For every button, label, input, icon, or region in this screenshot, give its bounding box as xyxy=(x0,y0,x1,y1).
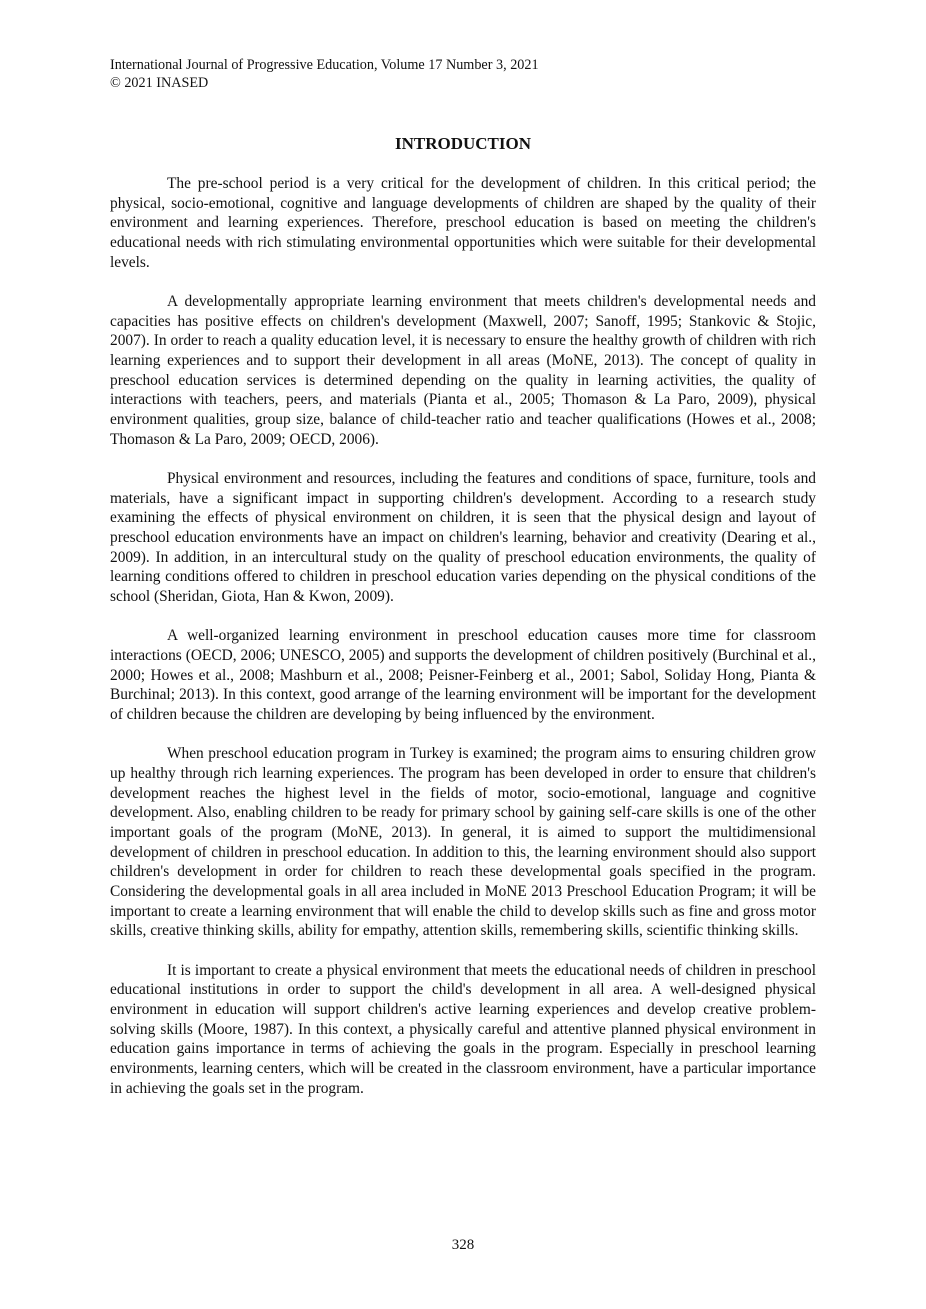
paragraph-3: Physical environment and resources, including the features and conditions of space, furniture, tools and materials, have a significant impact in supporting children's development. According to a research study examining the effects of physical environment on children, it is seen that the physical design and layout of preschool education environments have an impact on children's learning, behavior and creativity (Dearing et al., 2009). In addition, in an intercultural study on the quality of preschool education environments, the quality of learning conditions offered to children in preschool education varies depending on the physical conditions of the school (Sheridan, Giota, Han & Kwon, 2009). xyxy=(110,469,816,606)
running-header xyxy=(110,56,539,92)
paragraph-6: It is important to create a physical environment that meets the educational needs of children in preschool educational institutions in order to support the child's development in all area. A well-designed physical environment in education will support children's active learning experiences and develop creative problem-solving skills (Moore, 1987). In this context, a physically careful and attentive planned physical environment in education gains importance in terms of achieving the goals in the program. Especially in preschool learning environments, learning centers, which will be created in the classroom environment, have a particular importance in achieving the goals set in the program. xyxy=(110,961,816,1097)
copyright-line: © 2021 INASED xyxy=(110,75,209,91)
body-text xyxy=(110,174,816,1118)
paragraph-5: When preschool education program in Turkey is examined; the program aims to ensuring children grow up healthy through rich learning experiences. The program has been developed in order to ensure that children's development reaches the highest level in the fields of motor, socio-emotional, language and cognitive development. Also, enabling children to be ready for primary school by gaining self-care skills is one of the other important goals of the program (MoNE, 2013). In general, it is aimed to support the multidimensional development of children in preschool education. In addition to this, the learning environment should also support children's development in order for children to reach these developmental goals specified in the program. Considering the developmental goals in all area included in MoNE 2013 Preschool Education Program; it will be important to create a learning environment that will enable the child to develop skills such as fine and gross motor skills, creative thinking skills, ability for empathy, attention skills, remembering skills, scientific thinking skills. xyxy=(110,745,816,940)
journal-line: International Journal of Progressive Education, Volume 17 Number 3, 2021 xyxy=(110,57,539,73)
paragraph-4: A well-organized learning environment in preschool education causes more time for classroom interactions (OECD, 2006; UNESCO, 2005) and supports the development of children positively (Burchinal et al., 2000; Howes et al., 2008; Mashburn et al., 2008; Peisner-Feinberg et al., 2001; Sabol, Soliday Hong, Pianta & Burchinal; 2013). In this context, good arrange of the learning environment will be important for the development of children because the children are developing by being influenced by the environment. xyxy=(110,627,816,724)
paragraph-1: The pre-school period is a very critical for the development of children. In this critical period; the physical, socio-emotional, cognitive and language developments of children are shaped by the quality of their environment and learning experiences. Therefore, preschool education is based on meeting the children's educational needs with rich stimulating environmental opportunities which were suitable for their developmental levels. xyxy=(110,175,816,271)
page-number: 328 xyxy=(451,1237,475,1253)
section-title: INTRODUCTION xyxy=(394,134,532,153)
paragraph-2: A developmentally appropriate learning environment that meets children's developmental needs and capacities has positive effects on children's development (Maxwell, 2007; Sanoff, 1995; Stankovic & Stojic, 2007). In order to reach a quality education level, it is necessary to ensure the healthy growth of children with rich learning experiences and to support their development in all areas (MoNE, 2013). The concept of quality in preschool education services is determined depending on the quality in learning activities, the quality of interactions with teachers, peers, and materials (Pianta et al., 2005; Thomason & La Paro, 2009), physical environment qualities, group size, balance of child-teacher ratio and teacher qualifications (Howes et al., 2008; Thomason & La Paro, 2009; OECD, 2006). xyxy=(110,292,816,448)
